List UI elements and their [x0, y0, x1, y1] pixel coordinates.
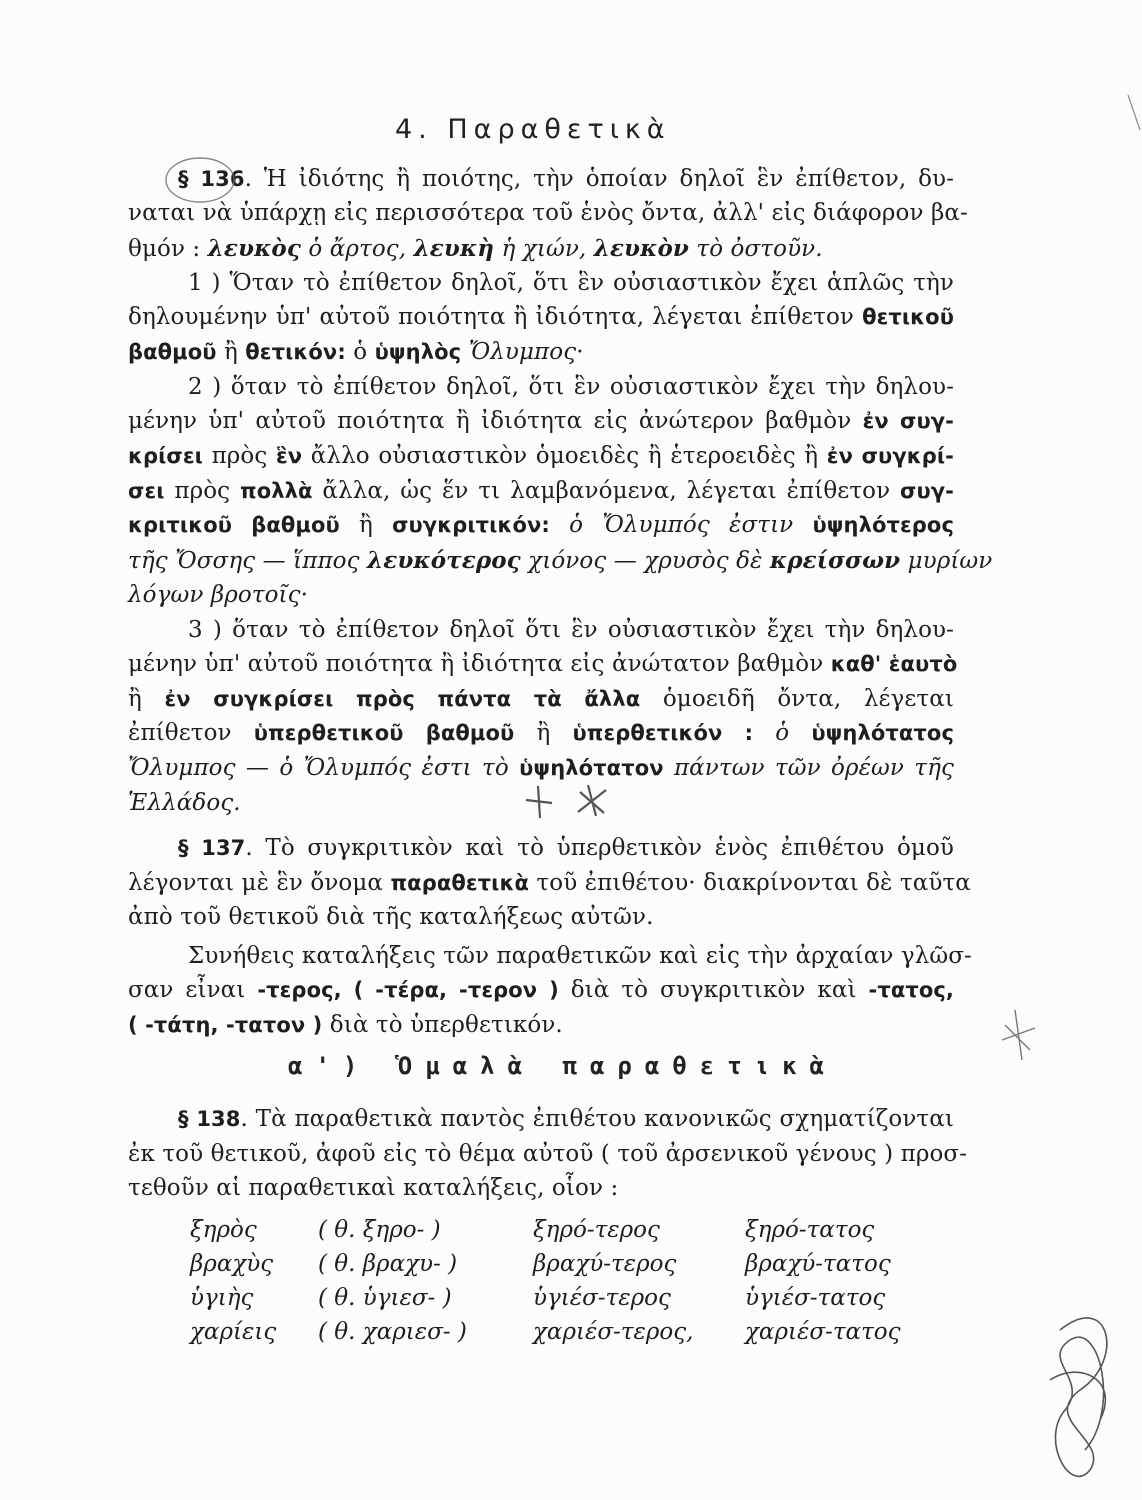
table-cell-comparative: χαριέσ-τερος, [533, 1319, 694, 1345]
italic-run: ὁ [753, 720, 812, 746]
table-cell-superlative: ὑγιέσ-τατος [745, 1285, 886, 1311]
bold-italic-run: λευκὸν [593, 235, 689, 262]
text-run: . Ἡ ἰδιότης ἢ ποιότης, τὴν ὁποίαν δηλοῖ ἓν ἐπίθετον, δυ- [244, 166, 954, 192]
italic-run: Ἑλλάδος. [128, 790, 241, 816]
text-run: τοῦ ἐπιθέτου· διακρίνονται δὲ ταῦτα [529, 870, 971, 896]
stem-text: ( θ. ξηρο- ) [318, 1217, 441, 1243]
text-run: ἢ [339, 512, 393, 538]
text-run: ὁμοειδῆ ὄντα, λέγεται [640, 686, 954, 712]
bold-run: κρίσει [128, 444, 203, 468]
text-run: Συνήθεις καταλήξεις τῶν παραθετικῶν καὶ εἰς τὴν ἀρχαίαν γλῶσ- [188, 943, 972, 969]
text-run: 2 ) ὅταν τὸ ἐπίθετον δηλοῖ, ὅτι ἓν οὐσιαστικὸν ἔχει τὴν δηλου- [188, 374, 954, 400]
table-cell-positive: χαρίεις [190, 1319, 277, 1345]
stem-text: ( θ. χαριεσ- ) [318, 1319, 467, 1345]
bold-italic-run: λευκὸς [207, 235, 301, 262]
stem-text: ( θ. βραχυ- ) [318, 1251, 458, 1277]
bold-run: συγκριτικόν: [392, 513, 550, 537]
text-run: θμόν : [128, 236, 208, 262]
italic-run: τὸ ὀστοῦν. [688, 236, 823, 262]
pencil-scribble-mark [1050, 1318, 1107, 1476]
bold-run: ἓν [275, 444, 303, 468]
table-cell-comparative: ὑγιέσ-τερος [533, 1285, 671, 1311]
text-run: πρὸς [202, 443, 276, 469]
bold-run: ὑπερθετικοῦ βαθμοῦ [253, 721, 515, 745]
bold-run: ὑπερθετικόν : [572, 721, 754, 745]
text-run: τεθοῦν αἱ παραθετικαὶ καταλήξεις, οἷον : [128, 1175, 619, 1201]
text-run: ἢ [128, 686, 165, 712]
text-run: 1 ) Ὅταν τὸ ἐπίθετον δηλοῖ, ὅτι ἓν οὐσιαστικὸν ἔχει ἁπλῶς τὴν [188, 270, 954, 296]
bold-run: παραθετικὰ [390, 871, 530, 895]
text-run: δηλουμένην ὑπ' αὐτοῦ ποιότητα ἢ ἰδιότητα, λέγεται ἐπίθετον [128, 304, 863, 330]
bold-run: ὑψηλότατον [519, 756, 664, 780]
bold-run: θετικοῦ [862, 305, 954, 329]
table-cell-superlative: χαριέσ-τατος [745, 1319, 901, 1345]
bold-run: καθ' ἑαυτὸ [830, 652, 958, 676]
text-run: . Τὸ συγκριτικὸν καὶ τὸ ὑπερθετικὸν ἑνὸς ἐπιθέτου ὁμοῦ [245, 835, 954, 861]
italic-run: λόγων βροτοῖς· [128, 582, 309, 608]
subsection-heading: α') Ὁμαλὰ παραθετικὰ [288, 1052, 837, 1080]
bold-run: ὑψηλότερος [812, 513, 954, 537]
italic-run: Ὄλυμπος — ὁ Ὄλυμπός ἐστι τὸ [128, 755, 520, 781]
bold-run: ὑψηλὸς [374, 340, 462, 364]
pencil-star-mark [526, 785, 606, 818]
text-run: . Τὰ παραθετικὰ παντὸς ἐπιθέτου κανονικῶς σχηματίζονται [240, 1106, 954, 1132]
bold-run: σει [128, 479, 165, 503]
bold-run: κριτικοῦ βαθμοῦ [128, 513, 340, 537]
bold-run: συγ- [900, 479, 954, 503]
bold-run: ἐν συγκρί- [826, 444, 954, 468]
table-cell-positive: ὑγιὴς [190, 1285, 254, 1311]
italic-run: ὁ ἄρτος, [300, 236, 414, 262]
text-run: 3 ) ὅταν τὸ ἐπίθετον δηλοῖ ὅτι ἓν οὐσιαστικὸν ἔχει τὴν δηλου- [188, 617, 954, 643]
pencil-corner-mark [1128, 95, 1140, 130]
table-cell-superlative: βραχύ-τατος [745, 1251, 891, 1277]
text-run: λέγονται μὲ ἓν ὄνομα [128, 870, 391, 896]
text-run: διὰ τὸ ὑπερθετικόν. [322, 1012, 563, 1038]
text-run: ἄλλο οὐσιαστικὸν ὁμοειδὲς ἢ ἑτεροειδὲς ἢ [302, 443, 827, 469]
bold-run: ἐν συγ- [862, 409, 954, 433]
bold-run: -τερος, ( -τέρα, -τερον ) [257, 978, 559, 1002]
table-cell-positive: ξηρὸς [190, 1217, 257, 1243]
italic-run: χιόνος — χρυσὸς δὲ [520, 548, 770, 574]
text-run: ναται νὰ ὑπάρχῃ εἰς περισσότερα τοῦ ἑνὸς ὄντα, ἀλλ' εἰς διάφορον βα- [128, 200, 968, 226]
text-run: ἢ [216, 339, 246, 365]
bold-run: θετικόν: [245, 340, 346, 364]
text-run: ἢ [514, 720, 573, 746]
bold-run: βαθμοῦ [128, 340, 217, 364]
table-cell-comparative: βραχύ-τερος [533, 1251, 677, 1277]
text-run: ἄλλα, ὡς ἕν τι λαμβανόμενα, λέγεται ἐπίθετον [312, 478, 901, 504]
text-run: ἐπίθετον [128, 720, 254, 746]
text-run: μένην ὑπ' αὐτοῦ ποιότητα ἢ ἰδιότητα εἰς ἀνώτατον βαθμὸν [128, 651, 831, 677]
italic-run: μυρίων [900, 548, 993, 574]
bold-italic-run: λευκὴ [413, 235, 495, 262]
text-run: ἀπὸ τοῦ θετικοῦ διὰ τῆς καταλήξεως αὐτῶν. [128, 904, 654, 930]
text-run: μένην ὑπ' αὐτοῦ ποιότητα ἢ ἰδιότητα εἰς ἀνώτερον βαθμὸν [128, 408, 863, 434]
bold-run: ὑψηλότατος [811, 721, 954, 745]
italic-run: Ὄλυμπος· [461, 339, 584, 365]
bold-run: § 137 [178, 836, 246, 860]
text-run: διὰ τὸ συγκριτικὸν καὶ [558, 977, 869, 1003]
italic-run: ἡ χιών, [494, 236, 594, 262]
bold-run: § 138 [178, 1107, 241, 1131]
bold-run: ( -τάτη, -τατον ) [128, 1013, 323, 1037]
table-cell-superlative: ξηρό-τατος [745, 1217, 875, 1243]
section-heading: 4. Παραθετικὰ [395, 114, 671, 145]
text-run: ἐκ τοῦ θετικοῦ, ἀφοῦ εἰς τὸ θέμα αὐτοῦ ( τοῦ ἀρσενικοῦ γένους ) προσ- [128, 1141, 968, 1167]
pencil-margin-star-mark [1002, 1010, 1035, 1060]
text-run: ὁ [345, 339, 375, 365]
bold-italic-run: κρείσσων [769, 547, 901, 574]
italic-run: πάντων τῶν ὀρέων τῆς [663, 755, 954, 781]
bold-run: -τατος, [868, 978, 954, 1002]
pencil-circle-mark [166, 158, 234, 202]
bold-run: ἐν συγκρίσει πρὸς πάντα τὰ ἄλλα [164, 687, 641, 711]
bold-italic-run: λευκότερος [367, 547, 521, 574]
bold-run: πολλὰ [240, 479, 313, 503]
table-cell-positive: βραχὺς [190, 1251, 274, 1277]
text-run: πρὸς [164, 478, 241, 504]
stem-text: ( θ. ὑγιεσ- ) [318, 1285, 452, 1311]
text-run: σαν εἶναι [128, 977, 258, 1003]
table-cell-comparative: ξηρό-τερος [533, 1217, 660, 1243]
italic-run: ὁ Ὄλυμπός ἐστιν [549, 512, 813, 538]
italic-run: τῆς Ὄσσης — ἵππος [128, 548, 368, 574]
bold-run: § 136 [178, 167, 245, 191]
